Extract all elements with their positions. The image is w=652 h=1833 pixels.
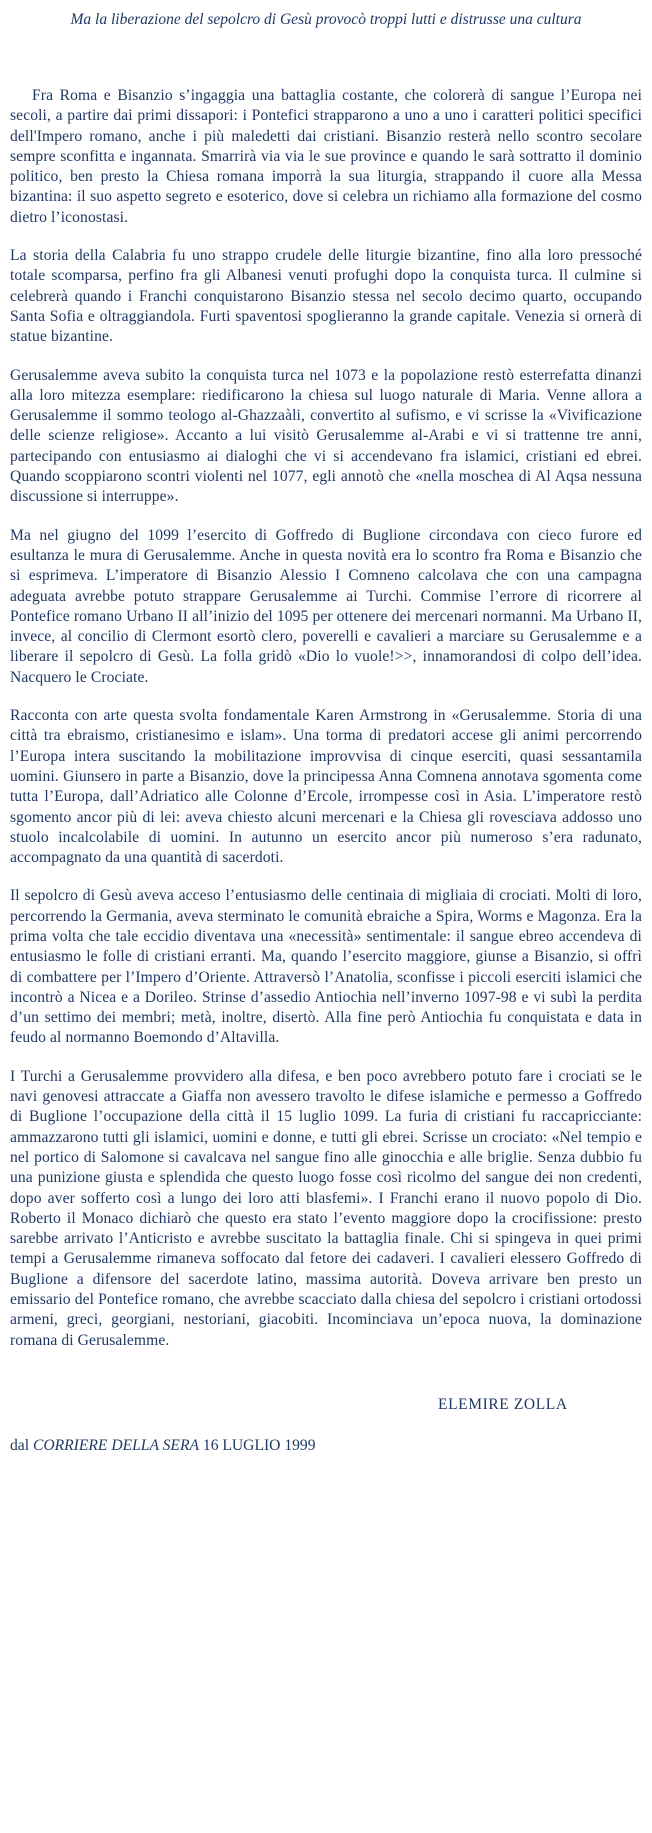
article-paragraph-4: Ma nel giugno del 1099 l’esercito di Goffredo di Buglione circondava con cieco furore ed esultanza le mura di Gerusalemme. Anche in questa novità era lo scontro fra Roma e Bisanzio che si esprimeva. L’imperatore di Bisanzio Alessio I Comneno calcolava che con una campagna adeguata avrebbe potuto strappare Gerusalemme ai Turchi. Commise l’errore di ricorrere al Pontefice romano Urbano II all’inizio del 1095 per ottenere dei mercenari normanni. Ma Urbano II, invece, al concilio di Clermont esortò clero, poverelli e cavalieri a marciare su Gerusalemme e a liberare il sepolcro di Gesù. La folla gridò «Dio lo vuole!>>, innamorandosi di colpo dell’idea. Nacquero le Crociate. <box>10 526 642 686</box>
article-body <box>10 86 642 1351</box>
source-date: 16 LUGLIO 1999 <box>202 1436 316 1454</box>
source-newspaper: CORRIERE DELLA SERA <box>32 1436 199 1454</box>
article-paragraph-3: Gerusalemme aveva subito la conquista turca nel 1073 e la popolazione restò esterrefatta dinanzi alla loro mitezza esemplare: riedificarono la chiesa sul luogo naturale di Maria. Venne allora a Gerusalemme il sommo teologo al-Ghazzaàli, convertito al sufismo, e vi scrisse la «Vivificazione delle scienze religiose». Accanto a lui visitò Gerusalemme al-Arabi e vi si trattenne tre anni, partecipando con entusiasmo ai dialoghi che vi si accendevano fra islamici, cristiani ed ebrei. Quando scoppiarono scontri violenti nel 1077, egli annotò che «nella moschea di Al Aqsa nessuna discussione si interruppe». <box>10 366 642 506</box>
article-page <box>10 0 642 1456</box>
source-prefix: dal <box>10 1436 30 1454</box>
article-paragraph-6: Il sepolcro di Gesù aveva acceso l’entusiasmo delle centinaia di migliaia di crociati. Molti di loro, percorrendo la Germania, aveva sterminato le comunità ebraiche a Spira, Worms e Magonza. Era la prima volta che tale eccidio diventava una «necessità» sentimentale: il sangue ebreo accendeva di entusiasmo le folle di cristiani erranti. Ma, quando l’esercito maggiore, giunse a Bisanzio, si offrì di combattere per l’Impero d’Oriente. Attraversò l’Anatolia, sconfisse i piccoli eserciti islamici che incontrò a Nicea e a Dorileo. Strinse d’assedio Antiochia nell’inverno 1097-98 e vi subì la perdita d’un settimo dei membri; metà, inoltre, disertò. Alla fine però Antiochia fu conquistata e data in feudo al normanno Boemondo d’Altavilla. <box>10 887 642 1047</box>
article-paragraph-1: Fra Roma e Bisanzio s’ingaggia una battaglia costante, che colorerà di sangue l’Europa nei secoli, a partire dai primi dissapori: i Pontefici strapparono a uno a uno i caratteri politici specifici dell'Impero romano, anche i più maledetti dai cristiani. Bisanzio resterà nello scontro secolare sempre sconfitta e ingannata. Smarrirà via via le sue province e quando le sarà sottratto il dominio politico, ben presto la Chiesa romana imporrà la sua liturgia, strappando il cuore alla Messa bizantina: il suo aspetto segreto e esoterico, dove si celebra un richiamo alla formazione del cosmo dietro l’iconostasi. <box>10 87 642 226</box>
article-paragraph-7: I Turchi a Gerusalemme provvidero alla difesa, e ben poco avrebbero potuto fare i crociati se le navi genovesi attraccate a Giaffa non avessero travolto le difese islamiche e permesso a Goffredo di Buglione l’occupazione della città il 15 luglio 1099. La furia di cristiani fu raccapricciante: ammazzarono tutti gli islamici, uomini e donne, e tutti gli ebrei. Scrisse un crociato: «Nel tempio e nel portico di Salomone si cavalcava nel sangue fino alle ginocchia e alle briglie. Senza dubbio fu una punizione giusta e splendida che questo luogo fosse così ricolmo del sangue dei non credenti, dopo aver sofferto così a lungo dei loro atti blasfemi». I Franchi erano il nuovo popolo di Dio. Roberto il Monaco dichiarò che questo era stato l’evento maggiore dopo la crocifissione: presto sarebbe arrivato l’Anticristo e avrebbe suscitato la battaglia finale. Chi si spingeva in quei primi tempi a Gerusalemme rimaneva soffocato dal fetore dei cadaveri. I cavalieri elessero Goffredo di Buglione a difensore del sacerdote latino, massima autorità. Doveva arrivare ben presto un emissario del Pontefice romano, che avrebbe scacciato dalla chiesa del sepolcro i cristiani ortodossi armeni, greci, georgiani, nestoriani, giacobiti. Incominciava un’epoca nuova, la dominazione romana di Gerusalemme. <box>10 1067 642 1349</box>
article-subtitle: Ma la liberazione del sepolcro di Gesù provocò troppi lutti e distrusse una cultura <box>70 11 582 28</box>
article-paragraph-2: La storia della Calabria fu uno strappo crudele delle liturgie bizantine, fino alla loro pressoché totale scomparsa, perfino fra gli Albanesi venuti profughi dopo la conquista turca. Il culmine si celebrerà quando i Franchi conquistarono Bisanzio stessa nel secolo decimo quarto, occupando Santa Sofia e oltraggiandola. Furti spaventosi spoglieranno la grande capitale. Venezia si ornerà di statue bizantine. <box>10 247 642 346</box>
author-signature: ELEMIRE ZOLLA <box>438 1395 568 1413</box>
article-paragraph-5: Racconta con arte questa svolta fondamentale Karen Armstrong in «Gerusalemme. Storia di una città tra ebraismo, cristianesimo e islam». Una torma di predatori accese gli animi percorrendo l’Europa intera suscitando la mobilitazione improvvisa di cinque eserciti, quasi sessantamila uomini. Giunsero in parte a Bisanzio, dove la principessa Anna Comnena annotava sgomenta come tutta l’Europa, dall’Adriatico alle Colonne d’Ercole, irrompesse così in Asia. L’imperatore restò sgomento ancor più di lei: aveva chiesto alcuni mercenari e la Chiesa gli rovesciava addosso uno stuolo incalcolabile di uomini. In autunno un esercito ancor più numeroso s’era radunato, accompagnato da una quantità di sacerdoti. <box>10 707 642 867</box>
article-source <box>10 1436 642 1456</box>
